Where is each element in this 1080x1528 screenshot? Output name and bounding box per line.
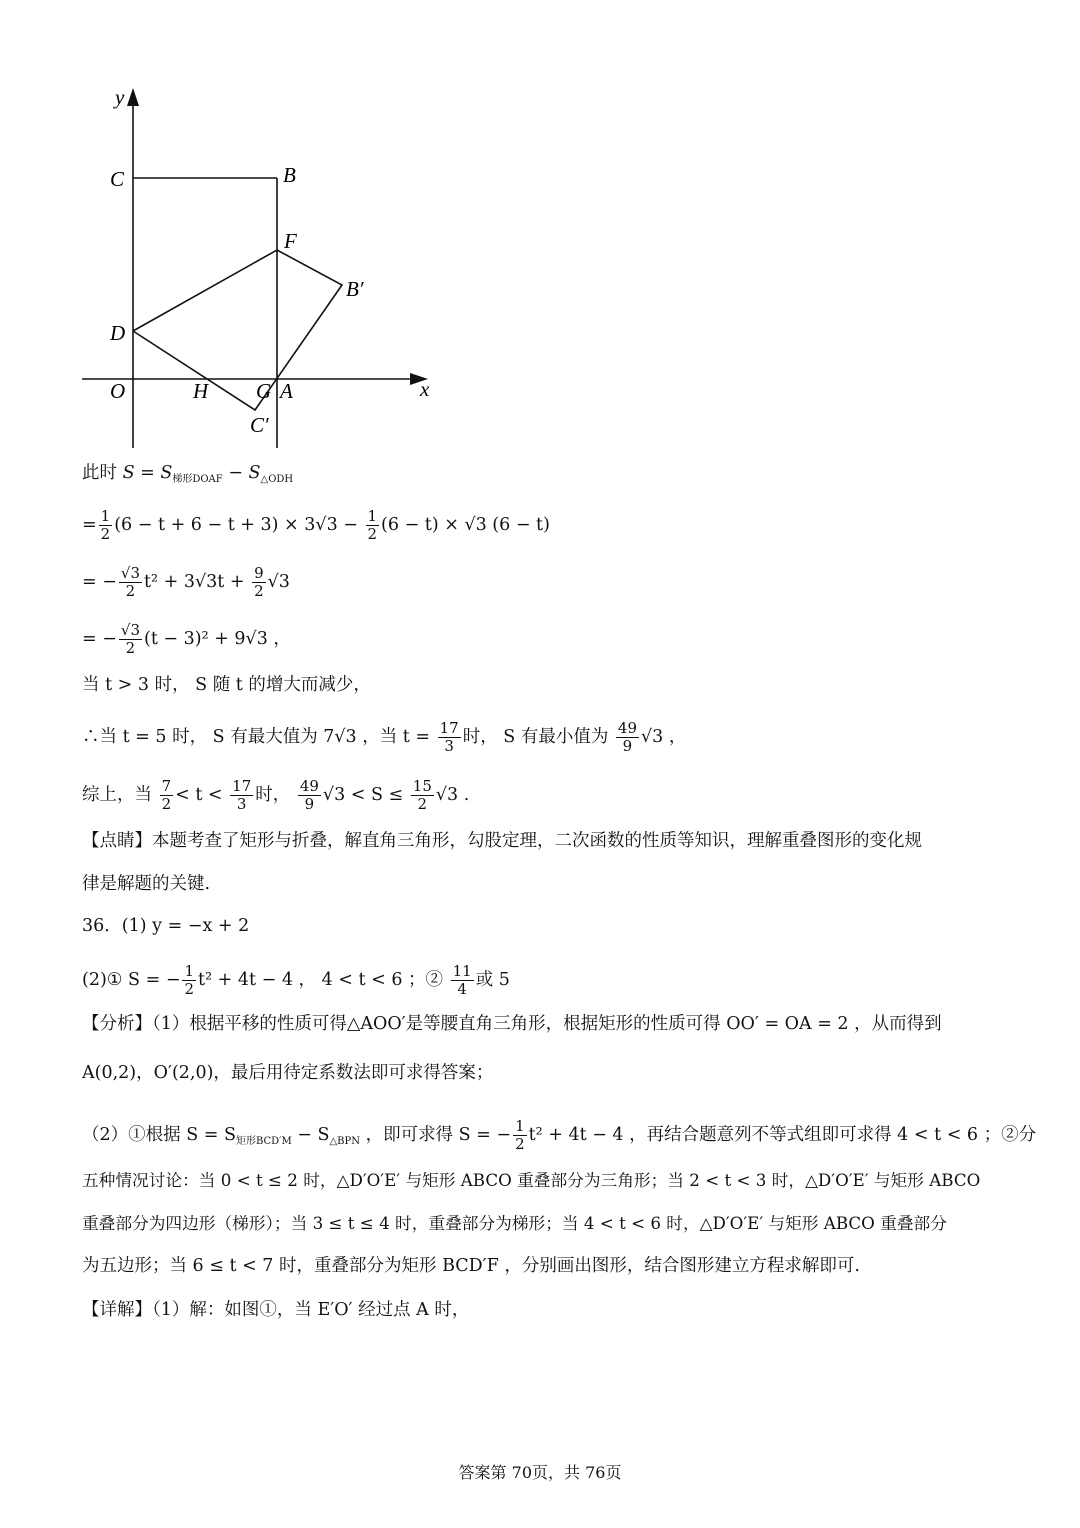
label-O: O [110,379,126,403]
line-14: （2）①根据 $S = S_{矩形BCD'M} - S_{\triangle BPN}$ ，即可求得 S = − $\frac{1}{2}$ t² + 4t − 4 ，再结合题意列不等式组即可求得 4 < t < 6 ；②分 [82,1117,1037,1153]
line-7: 综上，当 $\frac{7}{2}$ < t < $\frac{17}{3}$ 时， $\frac{49}{9}$ √3 < S ≤ $\frac{15}{2}$ √3 . [82,777,470,813]
label-B-prime: B′ [346,277,364,301]
label-C: C [110,167,125,191]
line-13: A(0,2)，O′(2,0)，最后用待定系数法即可求得答案； [82,1063,494,1083]
line-11: (2)① S = − $\frac{1}{2}$ t² + 4t − 4 ， 4 < t < 6 ；② $\frac{11}{4}$ 或 5 [82,962,510,998]
line-17: 为五边形；当 6 ≤ t < 7 时，重叠部分为矩形 BCD′F ，分别画出图形，结合图形建立方程求解即可. [82,1256,860,1276]
line-15: 五种情况讨论：当 0 < t ≤ 2 时，△D′O′E′ 与矩形 ABCO 重叠部分为三角形；当 2 < t < 3 时，△D′O′E′ 与矩形 ABCO [82,1170,981,1190]
line-1: 此时 $S = S_{梯形DOAF} - S_{\triangle ODH}$ [82,463,294,485]
label-H: H [193,379,209,403]
page-footer: 答案第 70页，共 76页 [458,1463,622,1482]
label-C-prime: C′ [250,413,269,437]
line-16: 重叠部分为四边形（梯形）；当 3 ≤ t ≤ 4 时，重叠部分为梯形；当 4 < t < 6 时，△D′O′E′ 与矩形 ABCO 重叠部分 [82,1213,947,1233]
line-9: 律是解题的关键. [82,874,211,894]
line-4: = − $\frac{√3}{2}$ (t − 3)² + 9√3 ， [82,621,291,657]
geometry-figure [0,0,470,460]
line-12: 【分析】（1）根据平移的性质可得△AOO′是等腰直角三角形，根据矩形的性质可得 OO′ = OA = 2 ，从而得到 [82,1014,942,1034]
y-arrow [127,88,139,106]
line-18: 【详解】（1）解：如图①，当 E′O′ 经过点 A 时， [82,1300,470,1320]
label-A: A [280,379,293,403]
line-6: ∴当 t = 5 时， S 有最大值为 7√3 ，当 t = $\frac{17}{3}$ 时， S 有最小值为 $\frac{49}{9}$ √3 ， [82,719,687,755]
label-B: B [283,163,296,187]
line-10: 36．(1) y = −x + 2 [82,916,250,936]
line-5: 当 t > 3 时， S 随 t 的增大而减少， [82,675,371,695]
line-8: 【点睛】本题考查了矩形与折叠，解直角三角形，勾股定理，二次函数的性质等知识，理解重叠图形的变化规 [82,831,922,851]
folded-polygon [133,250,342,410]
line-2: = $\frac{1}{2}$ (6 − t + 6 − t + 3) × 3√3 − $\frac{1}{2}$ (6 − t) × √3 (6 − t) [82,507,550,543]
label-y: y [115,85,125,109]
line-3: = − $\frac{√3}{2}$ t² + 3√3t + $\frac{9}{2}$ √3 [82,564,290,600]
label-D: D [110,321,126,345]
label-G: G [256,379,272,403]
label-F: F [284,229,297,253]
label-x: x [420,377,430,401]
